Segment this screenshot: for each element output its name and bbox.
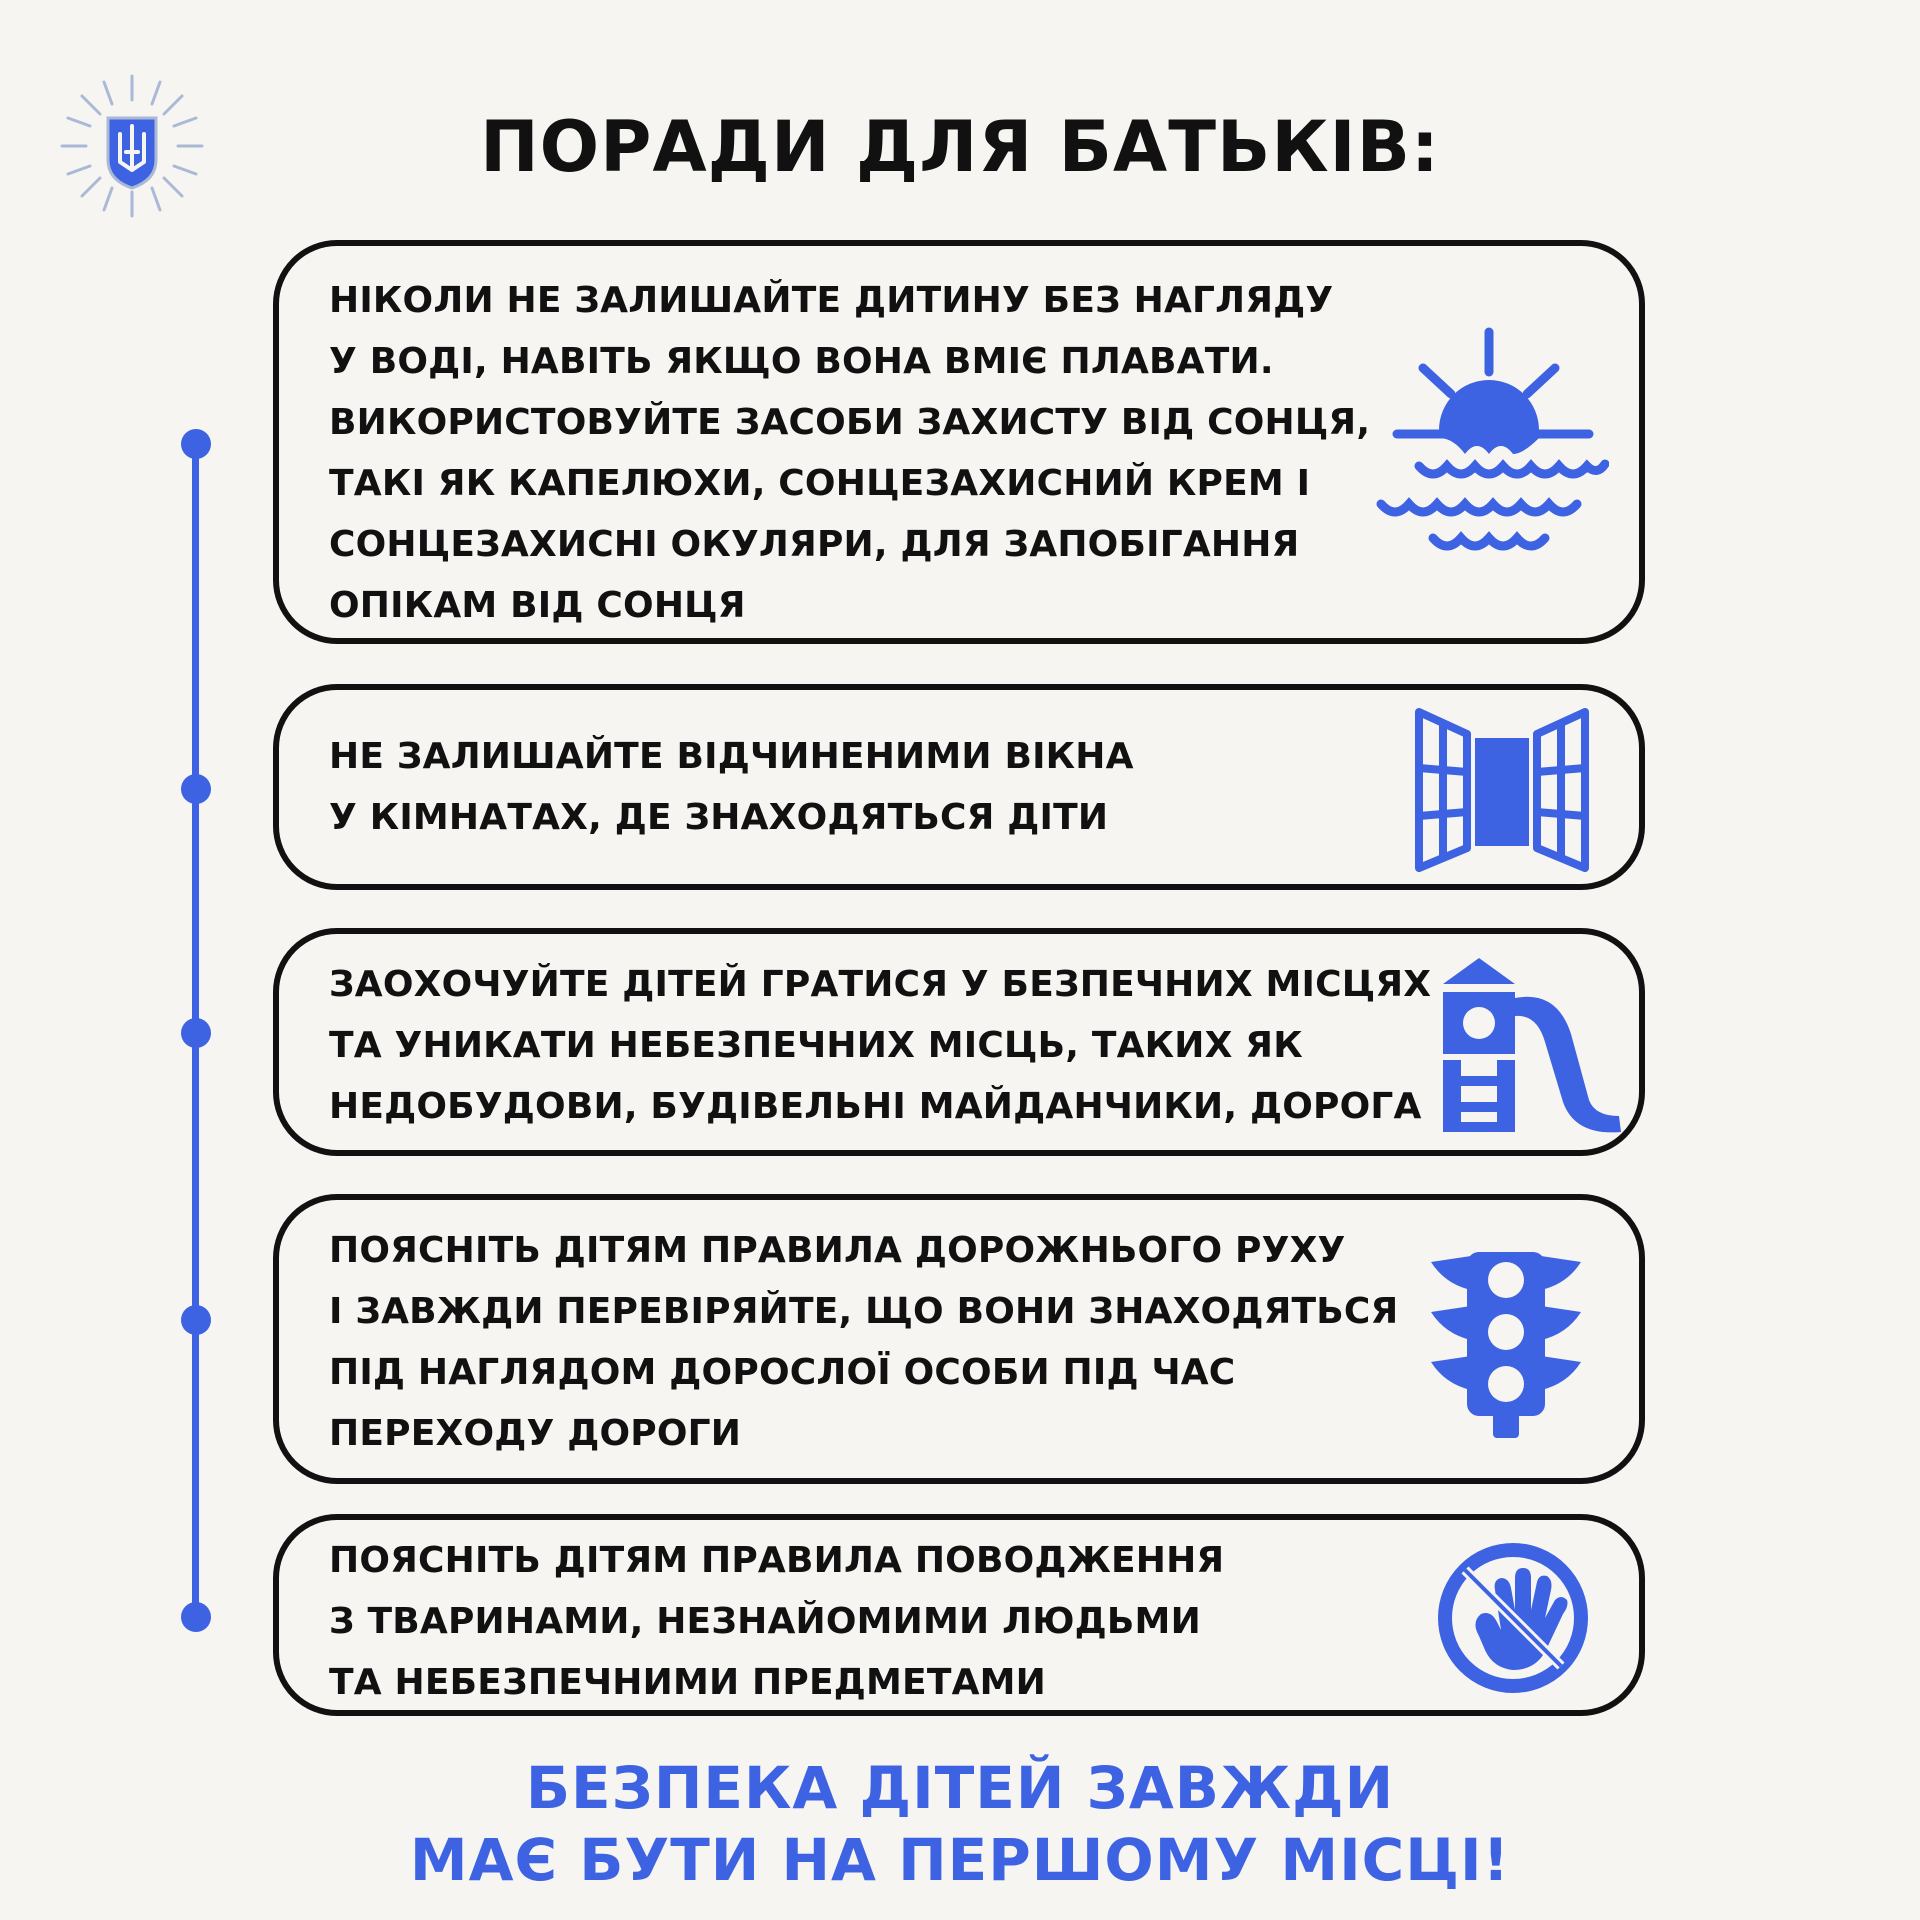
- tip-text: [329, 1530, 1224, 1713]
- tip-text: [329, 726, 1134, 848]
- footer-slogan: [0, 1752, 1920, 1896]
- tip-line: СОНЦЕЗАХИСНІ ОКУЛЯРИ, ДЛЯ ЗАПОБІГАННЯ: [329, 524, 1300, 565]
- tip-line: ТАКІ ЯК КАПЕЛЮХИ, СОНЦЕЗАХИСНИЙ КРЕМ І: [329, 463, 1311, 504]
- footer-line: БЕЗПЕКА ДІТЕЙ ЗАВЖДИ: [525, 1754, 1395, 1822]
- tip-text: [329, 270, 1370, 636]
- tip-card-windows: [273, 684, 1645, 890]
- timeline-dot: [181, 1305, 211, 1335]
- playground-slide-icon: [1439, 952, 1625, 1136]
- footer-line: МАЄ БУТИ НА ПЕРШОМУ МІСЦІ!: [409, 1826, 1511, 1894]
- tip-text: [329, 1220, 1398, 1464]
- timeline-dot: [181, 1602, 211, 1632]
- tip-line: НЕДОБУДОВИ, БУДІВЕЛЬНІ МАЙДАНЧИКИ, ДОРОГА: [329, 1086, 1422, 1127]
- sun-over-water-icon: [1373, 326, 1609, 566]
- open-window-icon: [1413, 708, 1591, 872]
- no-touch-hand-icon: [1435, 1540, 1591, 1696]
- tip-line: У КІМНАТАХ, ДЕ ЗНАХОДЯТЬСЯ ДІТИ: [329, 797, 1109, 838]
- tip-line: ВИКОРИСТОВУЙТЕ ЗАСОБИ ЗАХИСТУ ВІД СОНЦЯ,: [329, 402, 1371, 443]
- tip-card-traffic: [273, 1194, 1645, 1484]
- tip-card-water-sun: [273, 240, 1645, 644]
- tip-line: З ТВАРИНАМИ, НЕЗНАЙОМИМИ ЛЮДЬМИ: [329, 1601, 1201, 1642]
- traffic-light-icon: [1431, 1252, 1581, 1440]
- tip-line: У ВОДІ, НАВІТЬ ЯКЩО ВОНА ВМІЄ ПЛАВАТИ.: [329, 341, 1274, 382]
- page-title: ПОРАДИ ДЛЯ БАТЬКІВ:: [480, 106, 1440, 188]
- tip-text: [329, 954, 1431, 1137]
- timeline-dot: [181, 774, 211, 804]
- tip-line: ЗАОХОЧУЙТЕ ДІТЕЙ ГРАТИСЯ У БЕЗПЕЧНИХ МІСЦЯХ: [329, 964, 1432, 1005]
- tip-line: ОПІКАМ ВІД СОНЦЯ: [329, 585, 746, 626]
- tip-line: ТА УНИКАТИ НЕБЕЗПЕЧНИХ МІСЦЬ, ТАКИХ ЯК: [329, 1025, 1303, 1066]
- tip-line: НІКОЛИ НЕ ЗАЛИШАЙТЕ ДИТИНУ БЕЗ НАГЛЯДУ: [329, 280, 1334, 321]
- tip-card-strangers: [273, 1514, 1645, 1716]
- tip-line: ПЕРЕХОДУ ДОРОГИ: [329, 1413, 742, 1454]
- timeline-dot: [181, 429, 211, 459]
- tip-line: ТА НЕБЕЗПЕЧНИМИ ПРЕДМЕТАМИ: [329, 1662, 1046, 1703]
- tip-line: НЕ ЗАЛИШАЙТЕ ВІДЧИНЕНИМИ ВІКНА: [329, 736, 1134, 777]
- tip-line: ПОЯСНІТЬ ДІТЯМ ПРАВИЛА ДОРОЖНЬОГО РУХУ: [329, 1230, 1346, 1271]
- tip-line: ПІД НАГЛЯДОМ ДОРОСЛОЇ ОСОБИ ПІД ЧАС: [329, 1352, 1236, 1393]
- tip-card-playground: [273, 928, 1645, 1156]
- tip-line: І ЗАВЖДИ ПЕРЕВІРЯЙТЕ, ЩО ВОНИ ЗНАХОДЯТЬСЯ: [329, 1291, 1399, 1332]
- timeline-dot: [181, 1018, 211, 1048]
- tip-line: ПОЯСНІТЬ ДІТЯМ ПРАВИЛА ПОВОДЖЕННЯ: [329, 1540, 1225, 1581]
